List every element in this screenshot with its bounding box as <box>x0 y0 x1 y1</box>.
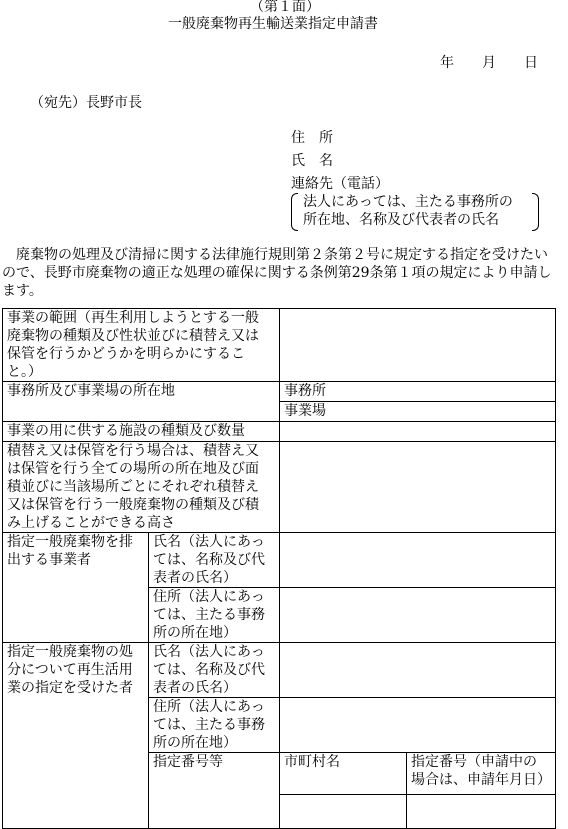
table-row <box>3 422 556 442</box>
designee-name-input[interactable] <box>280 643 556 698</box>
table-row <box>3 442 556 533</box>
cell-line: 表者の氏名） <box>153 570 237 586</box>
cell-line: 指定番号（申請中の <box>411 754 537 770</box>
cell-line: 分について再生活用 <box>7 662 133 678</box>
cell-line: 保管を行うかどうかを明らかにするこ <box>7 346 245 362</box>
cell-line: 住所（法人にあっ <box>153 589 265 605</box>
discharger-label-cell <box>3 533 149 643</box>
cell-line: 所の所在地） <box>153 625 237 641</box>
workplace-cell[interactable]: 事業場 <box>280 402 556 422</box>
discharger-address-input[interactable] <box>280 588 556 643</box>
intro-paragraph <box>2 246 558 300</box>
cell-line: は保管を行う全ての場所の所在地及び面 <box>7 461 259 477</box>
cell-line: 氏名（法人にあっ <box>153 644 265 660</box>
discharger-name-label <box>149 533 280 588</box>
table-row <box>3 533 556 588</box>
applicant-corporate-note <box>291 193 539 229</box>
cell-line: み上げることができる高さ <box>7 515 175 531</box>
designation-number-label-cell <box>407 753 556 795</box>
municipality-label-cell: 市町村名 <box>280 753 407 795</box>
cell-line: 又は保管を行う一般廃棄物の種類及び積 <box>7 497 259 513</box>
page-label: （第１面） <box>250 0 320 15</box>
discharger-name-input[interactable] <box>280 533 556 588</box>
applicant-name-label: 氏 名 <box>291 153 333 169</box>
cell-line: 氏名（法人にあっ <box>153 534 265 550</box>
date-row <box>440 54 538 72</box>
table-row <box>3 382 556 402</box>
cell-line: と。） <box>7 364 42 380</box>
date-day: 日 <box>524 55 538 71</box>
municipality-input-cell[interactable] <box>280 795 407 829</box>
storage-label-cell <box>3 442 280 533</box>
cell-line: 所の所在地） <box>153 735 237 751</box>
cell-line: ては、主たる事務 <box>153 717 265 733</box>
right-bracket <box>532 193 539 231</box>
cell-line: 指定一般廃棄物を排 <box>7 534 133 550</box>
cell-line: 住所（法人にあっ <box>153 699 265 715</box>
applicant-contact-label: 連絡先（電話） <box>291 176 389 192</box>
designee-name-label <box>149 643 280 698</box>
applicant-address-label: 住 所 <box>291 130 333 146</box>
form-title: 一般廃棄物再生輸送業指定申請書 <box>168 16 378 32</box>
date-month: 月 <box>482 55 496 71</box>
cell-line: ては、名称及び代 <box>153 662 265 678</box>
scope-label-cell <box>3 309 280 382</box>
designee-label-cell <box>3 643 149 829</box>
designation-label-cell: 指定番号等 <box>149 753 280 829</box>
table-row <box>3 643 556 698</box>
cell-line: 廃棄物の種類及び性状並びに積替え又は <box>7 328 259 344</box>
cell-line: 表者の氏名） <box>153 680 237 696</box>
location-label-cell: 事務所及び事業場の所在地 <box>3 382 280 422</box>
cell-line: 積替え又は保管を行う場合は、積替え又 <box>7 443 259 459</box>
facilities-label-cell: 事業の用に供する施設の種類及び数量 <box>3 422 280 442</box>
cell-line: 業の指定を受けた者 <box>7 680 133 696</box>
cell-line: 指定一般廃棄物の処 <box>7 644 133 660</box>
cell-line: 出する事業者 <box>7 552 91 568</box>
designation-number-input-cell[interactable] <box>407 795 556 829</box>
cell-line: ては、名称及び代 <box>153 552 265 568</box>
storage-input-cell[interactable] <box>280 442 556 533</box>
note-line: 所在地、名称及び代表者の氏名 <box>303 212 499 228</box>
intro-line: 廃棄物の処理及び清掃に関する法律施行規則第２条第２号に規定する指定を受けたい <box>2 247 548 263</box>
note-line: 法人にあっては、主たる事務所の <box>303 194 513 210</box>
application-form-table <box>2 308 556 829</box>
scope-input-cell[interactable] <box>280 309 556 382</box>
cell-line: 場合は、申請年月日） <box>411 772 551 788</box>
designee-address-label <box>149 698 280 753</box>
facilities-input-cell[interactable] <box>280 422 556 442</box>
cell-line: 積並びに当該場所ごとにそれぞれ積替え <box>7 479 259 495</box>
cell-line: 事業の範囲（再生利用しようとする一般 <box>7 310 259 326</box>
discharger-address-label <box>149 588 280 643</box>
intro-line: ので、長野市廃棄物の適正な処理の確保に関する条例第29条第１項の規定により申請し <box>2 265 552 281</box>
date-year: 年 <box>440 55 454 71</box>
intro-line: ます。 <box>2 283 43 299</box>
addressee: （宛先）長野市長 <box>30 95 142 111</box>
office-cell[interactable]: 事務所 <box>280 382 556 402</box>
designee-address-input[interactable] <box>280 698 556 753</box>
cell-line: ては、主たる事務 <box>153 607 265 623</box>
table-row <box>3 309 556 382</box>
left-bracket <box>291 193 298 231</box>
